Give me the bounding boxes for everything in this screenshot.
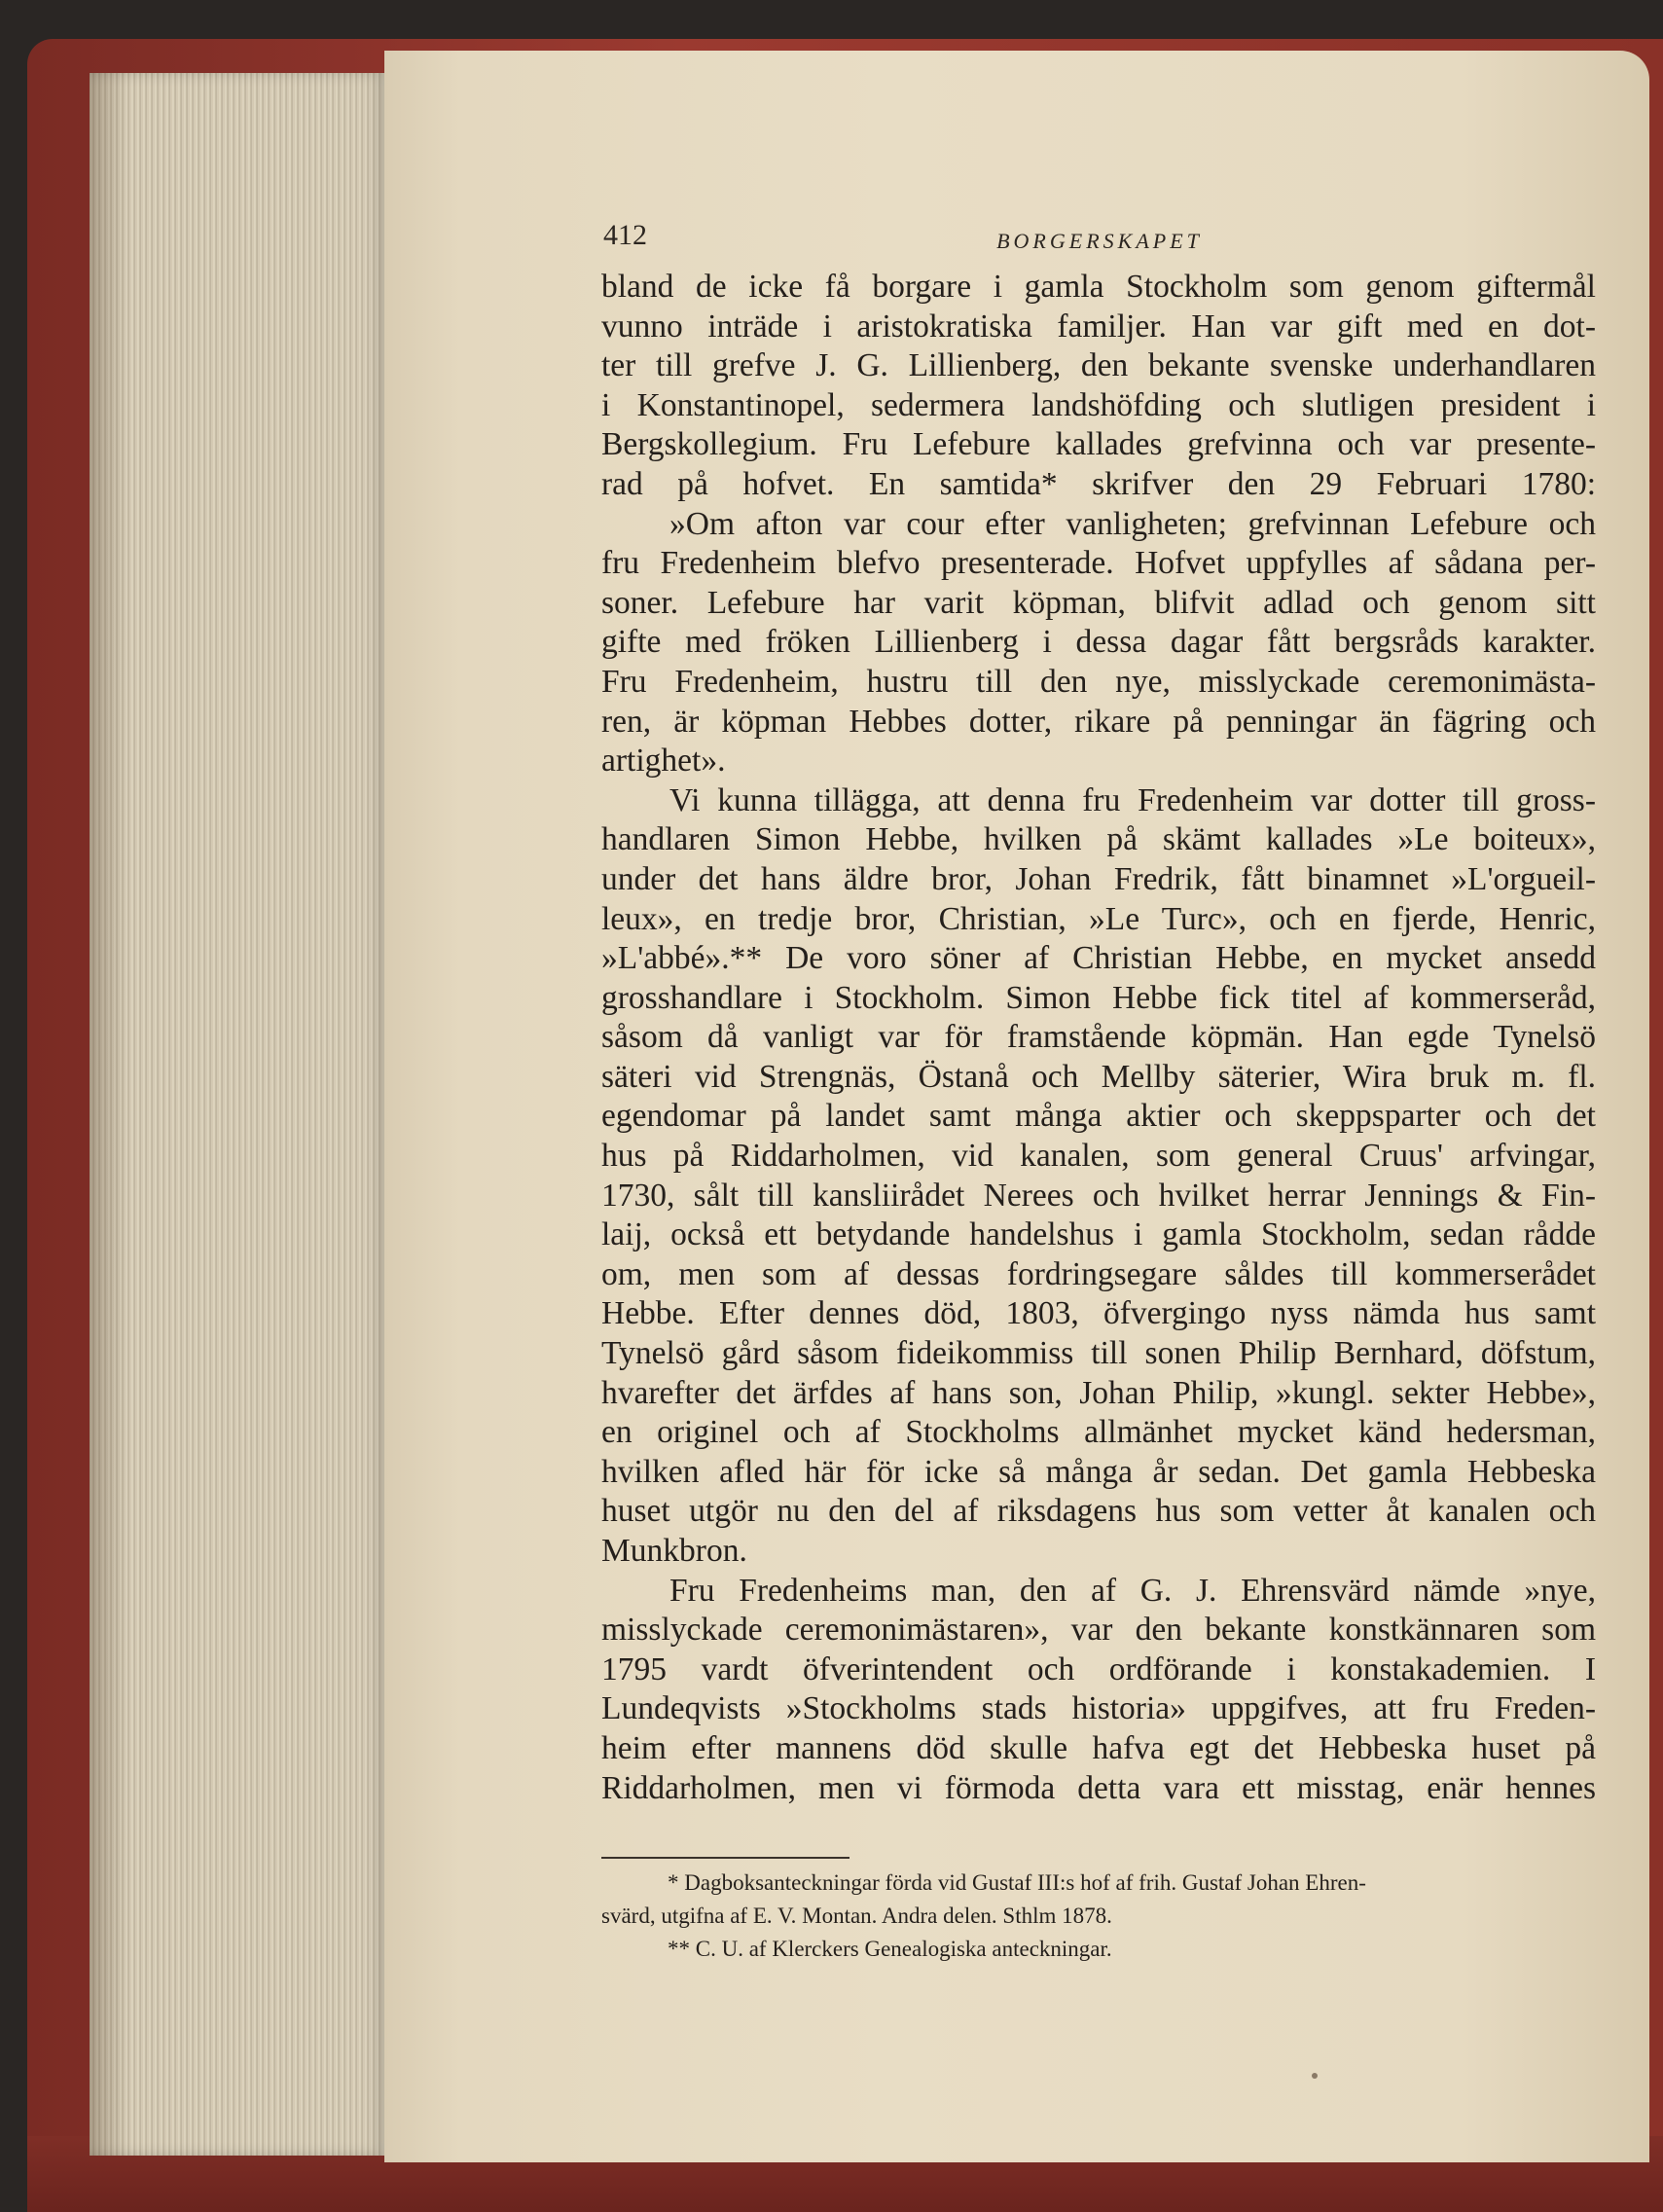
page-edges [90, 73, 386, 2156]
text-line: handlaren Simon Hebbe, hvilken på skämt kallades »Le boiteux», [601, 821, 1596, 858]
text-line: säteri vid Strengnäs, Östanå och Mellby säterier, Wira bruk m. fl. [601, 1058, 1596, 1095]
footnote-line: * Dagboksanteckningar förda vid Gustaf III:s hof af frih. Gustaf Johan Ehren- [668, 1870, 1366, 1895]
text-line: Munkbron. [601, 1533, 747, 1569]
text-line: vunno inträde i aristokratiska familjer. Han var gift med en dot- [601, 308, 1596, 344]
text-line: Vi kunna tillägga, att denna fru Fredenheim var dotter till gross- [669, 781, 1596, 818]
text-line: laij, också ett betydande handelshus i gamla Stockholm, sedan rådde [601, 1216, 1596, 1253]
page-number: 412 [603, 219, 647, 251]
text-line: Lundeqvists »Stockholms stads historia» uppgifves, att fru Freden- [601, 1690, 1596, 1727]
text-line: under det hans äldre bror, Johan Fredrik, fått binamnet »L'orgueil- [601, 860, 1596, 897]
footnote-rule [601, 1857, 850, 1859]
text-line: rad på hofvet. En samtida* skrifver den 29 Februari 1780: [601, 465, 1596, 502]
text-line: »Om afton var cour efter vanligheten; grefvinnan Lefebure och [669, 505, 1596, 542]
text-line: misslyckade ceremonimästaren», var den bekante konstkännaren som [601, 1612, 1596, 1649]
text-line: egendomar på landet samt många aktier och skeppsparter och det [601, 1098, 1596, 1135]
text-line: heim efter mannens död skulle hafva egt det Hebbeska huset på [601, 1729, 1596, 1766]
text-line: om, men som af dessas fordringsegare såldes till kommerserådet [601, 1255, 1596, 1292]
text-line: Fru Fredenheims man, den af G. J. Ehrensvärd nämde »nye, [669, 1572, 1596, 1609]
text-line: Riddarholmen, men vi förmoda detta vara ett misstag, enär hennes [601, 1769, 1596, 1806]
text-line: ren, är köpman Hebbes dotter, rikare på penningar än fägring och [601, 703, 1596, 740]
text-line: Bergskollegium. Fru Lefebure kallades grefvinna och var presente- [601, 426, 1596, 463]
body-text [601, 268, 1596, 1808]
text-line: soner. Lefebure har varit köpman, blifvit adlad och genom sitt [601, 584, 1596, 621]
text-line: i Konstantinopel, sedermera landshöfding och slutligen president i [601, 386, 1596, 423]
page-header [603, 219, 1596, 268]
text-line: en originel och af Stockholms allmänhet mycket känd hedersman, [601, 1414, 1596, 1451]
text-line: huset utgör nu den del af riksdagens hus som vetter åt kanalen och [601, 1493, 1596, 1530]
text-line: artighet». [601, 743, 726, 780]
text-line: hvarefter det ärfdes af hans son, Johan Philip, »kungl. sekter Hebbe», [601, 1374, 1596, 1411]
text-line: leux», en tredje bror, Christian, »Le Turc», och en fjerde, Henric, [601, 900, 1596, 937]
text-line: 1795 vardt öfverintendent och ordförande i konstakademien. I [601, 1650, 1596, 1687]
text-line: hus på Riddarholmen, vid kanalen, som general Cruus' arfvingar, [601, 1138, 1596, 1175]
text-line: bland de icke få borgare i gamla Stockholm som genom giftermål [601, 269, 1596, 305]
text-line: ter till grefve J. G. Lillienberg, den bekante svenske underhandlaren [601, 347, 1596, 384]
text-line: »L'abbé».** De voro söner af Christian Hebbe, en mycket ansedd [601, 940, 1596, 977]
text-line: såsom då vanligt var för framstående köpmän. Han egde Tynelsö [601, 1019, 1596, 1056]
footnotes [601, 1867, 1596, 1966]
text-line: Tynelsö gård såsom fideikommiss till sonen Philip Bernhard, döfstum, [601, 1335, 1596, 1372]
running-head: BORGERSKAPET [996, 229, 1203, 253]
text-line: hvilken afled här för icke så många år sedan. Det gamla Hebbeska [601, 1453, 1596, 1490]
text-line: gifte med fröken Lillienberg i dessa dagar fått bergsråds karakter. [601, 624, 1596, 661]
footnote-line: ** C. U. af Klerckers Genealogiska anteckningar. [668, 1937, 1112, 1961]
text-line: Fru Fredenheim, hustru till den nye, misslyckade ceremonimästa- [601, 663, 1596, 700]
paper-speck [1312, 2073, 1318, 2079]
text-line: Hebbe. Efter dennes död, 1803, öfvergingo nyss nämda hus samt [601, 1295, 1596, 1332]
footnote-line: svärd, utgifna af E. V. Montan. Andra delen. Sthlm 1878. [601, 1904, 1112, 1928]
text-line: 1730, sålt till kansliirådet Nerees och hvilket herrar Jennings & Fin- [601, 1177, 1596, 1214]
text-line: grosshandlare i Stockholm. Simon Hebbe fick titel af kommerseråd, [601, 979, 1596, 1016]
text-line: fru Fredenheim blefvo presenterade. Hofvet uppfylles af sådana per- [601, 545, 1596, 582]
